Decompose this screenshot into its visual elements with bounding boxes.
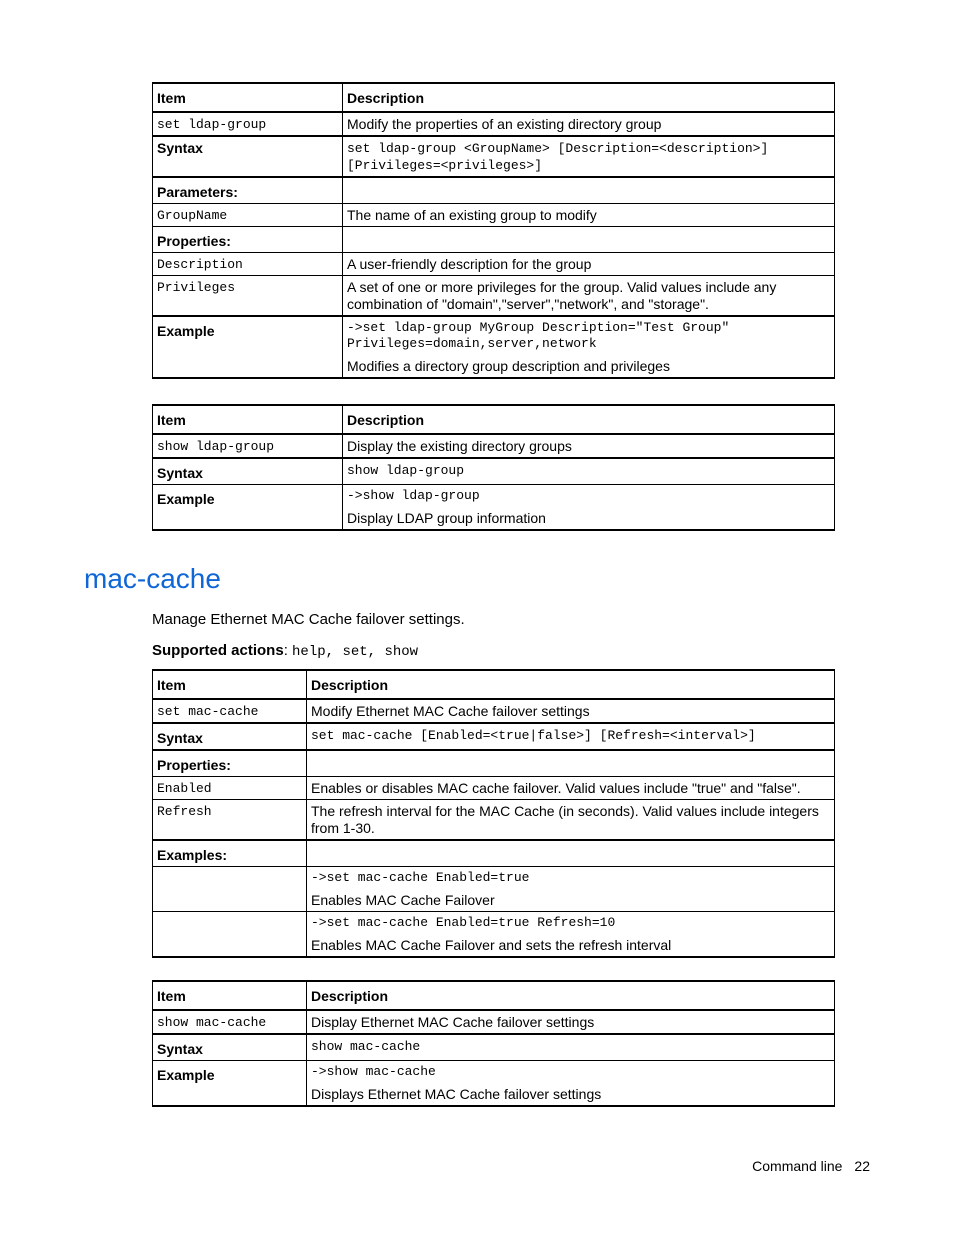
section-intro: Manage Ethernet MAC Cache failover settings.: [152, 611, 465, 628]
example-cell: [307, 867, 835, 912]
table-row: [153, 867, 835, 912]
table-row: [153, 840, 835, 867]
supported-actions-separator: :: [283, 642, 293, 659]
supported-actions-value: help, set, show: [292, 644, 419, 660]
supported-actions-label: Supported actions: [152, 642, 284, 659]
syntax-value: show ldap-group: [343, 458, 835, 485]
table-row: [153, 1010, 835, 1034]
property-name: Privileges: [153, 276, 343, 317]
property-name: Refresh: [153, 800, 307, 841]
header-description: Description: [343, 405, 835, 434]
table-header-row: [153, 83, 835, 112]
table-row: [153, 316, 835, 378]
table-row: [153, 434, 835, 458]
syntax-label: Syntax: [153, 1034, 307, 1061]
show-ldap-group-table: [152, 404, 835, 531]
empty-cell: [153, 912, 307, 958]
syntax-value: show mac-cache: [307, 1034, 835, 1061]
set-ldap-group-table: [152, 82, 835, 379]
table-row: [153, 723, 835, 750]
set-mac-cache-table: [152, 669, 835, 958]
table-row: [153, 699, 835, 723]
header-description: Description: [307, 981, 835, 1010]
param-description: The name of an existing group to modify: [343, 204, 835, 227]
examples-label: Examples:: [153, 840, 307, 867]
command-description: Modify Ethernet MAC Cache failover settings: [307, 699, 835, 723]
table-row: [153, 458, 835, 485]
table-row: [153, 136, 835, 177]
syntax-label: Syntax: [153, 458, 343, 485]
example-cell: [307, 1061, 835, 1107]
table-row: [153, 485, 835, 531]
command-name: set mac-cache: [153, 699, 307, 723]
empty-cell: [307, 750, 835, 777]
table-row: [153, 800, 835, 841]
table-row: [153, 253, 835, 276]
command-name: show mac-cache: [153, 1010, 307, 1034]
property-name: Enabled: [153, 777, 307, 800]
example-cell: [307, 912, 835, 958]
syntax-label: Syntax: [153, 723, 307, 750]
example-description: Enables MAC Cache Failover and sets the refresh interval: [311, 937, 672, 953]
header-item: Item: [153, 981, 307, 1010]
header-description: Description: [307, 670, 835, 699]
header-item: Item: [153, 670, 307, 699]
table-row: [153, 777, 835, 800]
syntax-line: set ldap-group <GroupName> [Description=<description>]: [347, 141, 769, 156]
property-description: The refresh interval for the MAC Cache (in seconds). Valid values include integers from 1-30.: [307, 800, 835, 841]
section-title: mac-cache: [84, 563, 221, 594]
command-description: Display the existing directory groups: [343, 434, 835, 458]
example-command: ->show mac-cache: [311, 1064, 436, 1079]
table-header-row: [153, 981, 835, 1010]
table-row: [153, 227, 835, 253]
example-description: Enables MAC Cache Failover: [311, 892, 495, 908]
example-command: ->set mac-cache Enabled=true: [311, 870, 530, 885]
properties-label: Properties:: [153, 227, 343, 253]
header-description: Description: [343, 83, 835, 112]
property-description: A set of one or more privileges for the group. Valid values include any combination of "domain","server","network", and "storage".: [343, 276, 835, 317]
properties-label: Properties:: [153, 750, 307, 777]
example-label: Example: [153, 1061, 307, 1107]
example-description: Modifies a directory group description and privileges: [347, 358, 670, 374]
parameters-label: Parameters:: [153, 177, 343, 204]
show-mac-cache-table: [152, 980, 835, 1107]
table-row: [153, 112, 835, 136]
header-item: Item: [153, 405, 343, 434]
table-row: [153, 750, 835, 777]
example-command-line: Privileges=domain,server,network: [347, 336, 597, 351]
example-cell: [343, 316, 835, 378]
command-name: set ldap-group: [153, 112, 343, 136]
page-footer: [752, 1158, 870, 1174]
property-description: A user-friendly description for the group: [343, 253, 835, 276]
syntax-value: [343, 136, 835, 177]
empty-cell: [343, 227, 835, 253]
example-command-line: ->set ldap-group MyGroup Description="Test Group": [347, 320, 730, 335]
example-label: Example: [153, 485, 343, 531]
syntax-value: set mac-cache [Enabled=<true|false>] [Refresh=<interval>]: [307, 723, 835, 750]
example-cell: [343, 485, 835, 531]
param-name: GroupName: [153, 204, 343, 227]
table-row: [153, 276, 835, 317]
table-row: [153, 177, 835, 204]
page-number: 22: [854, 1158, 870, 1174]
syntax-label: Syntax: [153, 136, 343, 177]
empty-cell: [153, 867, 307, 912]
example-description: Displays Ethernet MAC Cache failover settings: [311, 1086, 602, 1102]
command-name: show ldap-group: [153, 434, 343, 458]
example-label: Example: [153, 316, 343, 378]
table-row: [153, 1034, 835, 1061]
example-description: Display LDAP group information: [347, 510, 546, 526]
table-header-row: [153, 405, 835, 434]
example-command: ->show ldap-group: [347, 488, 480, 503]
table-row: [153, 912, 835, 958]
table-row: [153, 204, 835, 227]
empty-cell: [343, 177, 835, 204]
table-header-row: [153, 670, 835, 699]
table-row: [153, 1061, 835, 1107]
footer-chapter: Command line: [752, 1158, 843, 1174]
syntax-line: [Privileges=<privileges>]: [347, 158, 543, 173]
command-description: Display Ethernet MAC Cache failover settings: [307, 1010, 835, 1034]
command-description: Modify the properties of an existing directory group: [343, 112, 835, 136]
supported-actions: [152, 642, 418, 660]
property-name: Description: [153, 253, 343, 276]
header-item: Item: [153, 83, 343, 112]
empty-cell: [307, 840, 835, 867]
example-command: ->set mac-cache Enabled=true Refresh=10: [311, 915, 616, 930]
property-description: Enables or disables MAC cache failover. Valid values include "true" and "false".: [307, 777, 835, 800]
